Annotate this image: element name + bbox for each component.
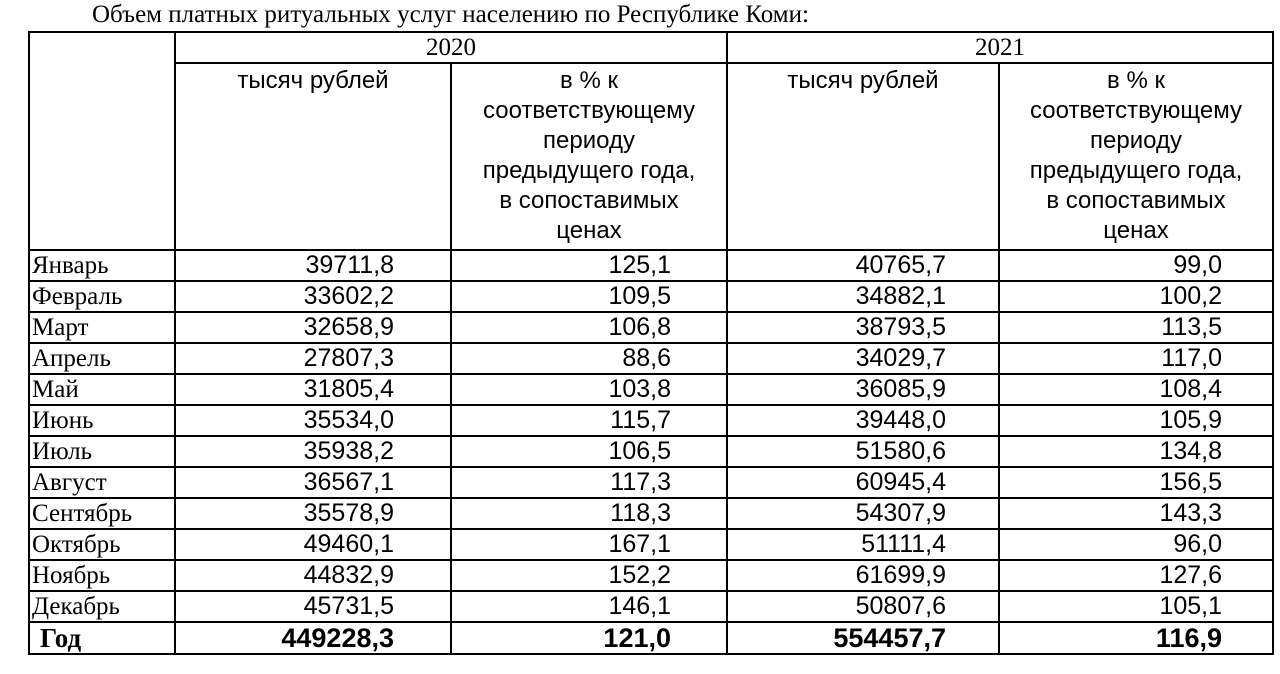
- data-table: [28, 31, 1274, 655]
- percent-header-line: ценах: [1103, 217, 1169, 244]
- month-cell: Декабрь: [29, 591, 175, 622]
- value-2021-cell: 51111,4: [727, 529, 999, 560]
- year-header-2021: 2021: [727, 32, 1273, 63]
- percent-2020-cell: 125,1: [451, 250, 727, 281]
- table-body: [29, 32, 1273, 654]
- value-2020-cell: 32658,9: [175, 312, 451, 343]
- percent-2020-cell: 167,1: [451, 529, 727, 560]
- percent-2020-cell: 117,3: [451, 467, 727, 498]
- value-2020-cell: 35578,9: [175, 498, 451, 529]
- total-row: [29, 622, 1273, 654]
- table-row: [29, 560, 1273, 591]
- value-2020-cell: 35938,2: [175, 436, 451, 467]
- percent-2021-cell: 96,0: [999, 529, 1273, 560]
- value-2021-cell: 50807,6: [727, 591, 999, 622]
- value-2021-cell: 39448,0: [727, 405, 999, 436]
- percent-header-line: предыдущего года,: [482, 157, 696, 184]
- table-row: [29, 374, 1273, 405]
- percent-2020-cell: 103,8: [451, 374, 727, 405]
- percent-2021-cell: 134,8: [999, 436, 1273, 467]
- table-row: [29, 343, 1273, 374]
- percent-header-line: предыдущего года,: [1029, 157, 1243, 184]
- percent-header-line: соответствующему: [1030, 97, 1242, 124]
- month-cell: Октябрь: [29, 529, 175, 560]
- month-cell: Май: [29, 374, 175, 405]
- value-2020-cell: 35534,0: [175, 405, 451, 436]
- percent-2020-cell: 115,7: [451, 405, 727, 436]
- percent-2020-cell: 146,1: [451, 591, 727, 622]
- col-header-percent-2020: [451, 63, 727, 250]
- percent-header-line: в % к: [1107, 67, 1165, 94]
- value-2021-cell: 554457,7: [727, 622, 999, 654]
- percent-header-line: в % к: [560, 67, 618, 94]
- percent-2021-cell: 108,4: [999, 374, 1273, 405]
- value-2021-cell: 54307,9: [727, 498, 999, 529]
- percent-2021-cell: 127,6: [999, 560, 1273, 591]
- value-2020-cell: 36567,1: [175, 467, 451, 498]
- table-row: [29, 467, 1273, 498]
- table-row: [29, 529, 1273, 560]
- page-title: Объем платных ритуальных услуг населению по Республике Коми:: [92, 1, 809, 28]
- month-cell: Ноябрь: [29, 560, 175, 591]
- value-2020-cell: 44832,9: [175, 560, 451, 591]
- percent-2021-cell: 105,9: [999, 405, 1273, 436]
- value-2021-cell: 38793,5: [727, 312, 999, 343]
- percent-2021-cell: 105,1: [999, 591, 1273, 622]
- month-cell: Сентябрь: [29, 498, 175, 529]
- table-row: [29, 436, 1273, 467]
- percent-header-line: периоду: [1090, 127, 1182, 154]
- header-row-subcolumns: [29, 63, 1273, 250]
- corner-cell: [29, 32, 175, 250]
- table-row: [29, 312, 1273, 343]
- value-2020-cell: 39711,8: [175, 250, 451, 281]
- month-cell: Июнь: [29, 405, 175, 436]
- percent-header-line: периоду: [543, 127, 635, 154]
- value-2020-cell: 33602,2: [175, 281, 451, 312]
- month-cell: Февраль: [29, 281, 175, 312]
- col-header-value-2020: тысяч рублей: [175, 63, 451, 250]
- percent-header-line: в сопоставимых: [499, 187, 679, 214]
- percent-2020-cell: 106,5: [451, 436, 727, 467]
- month-cell: Август: [29, 467, 175, 498]
- percent-2020-cell: 106,8: [451, 312, 727, 343]
- table-row: [29, 281, 1273, 312]
- value-2020-cell: 449228,3: [175, 622, 451, 654]
- percent-2020-cell: 152,2: [451, 560, 727, 591]
- value-2021-cell: 36085,9: [727, 374, 999, 405]
- percent-header-line: соответствующему: [483, 97, 695, 124]
- month-cell: Июль: [29, 436, 175, 467]
- table-row: [29, 250, 1273, 281]
- value-2020-cell: 27807,3: [175, 343, 451, 374]
- value-2020-cell: 49460,1: [175, 529, 451, 560]
- month-cell: Апрель: [29, 343, 175, 374]
- month-cell: Январь: [29, 250, 175, 281]
- percent-2020-cell: 118,3: [451, 498, 727, 529]
- percent-2021-cell: 99,0: [999, 250, 1273, 281]
- percent-2021-cell: 113,5: [999, 312, 1273, 343]
- percent-header-line: в сопоставимых: [1046, 187, 1226, 214]
- value-2021-cell: 60945,4: [727, 467, 999, 498]
- percent-2020-cell: 109,5: [451, 281, 727, 312]
- value-2021-cell: 34029,7: [727, 343, 999, 374]
- month-cell: Год: [29, 622, 175, 654]
- table-row: [29, 405, 1273, 436]
- header-row-years: [29, 32, 1273, 63]
- percent-2020-cell: 121,0: [451, 622, 727, 654]
- percent-2021-cell: 100,2: [999, 281, 1273, 312]
- percent-header-line: ценах: [556, 217, 622, 244]
- percent-2020-cell: 88,6: [451, 343, 727, 374]
- value-2021-cell: 51580,6: [727, 436, 999, 467]
- percent-2021-cell: 117,0: [999, 343, 1273, 374]
- value-2020-cell: 45731,5: [175, 591, 451, 622]
- percent-2021-cell: 156,5: [999, 467, 1273, 498]
- col-header-percent-2021: [999, 63, 1273, 250]
- col-header-value-2021: тысяч рублей: [727, 63, 999, 250]
- value-2020-cell: 31805,4: [175, 374, 451, 405]
- year-header-2020: 2020: [175, 32, 727, 63]
- percent-2021-cell: 116,9: [999, 622, 1273, 654]
- percent-2021-cell: 143,3: [999, 498, 1273, 529]
- value-2021-cell: 61699,9: [727, 560, 999, 591]
- month-cell: Март: [29, 312, 175, 343]
- table-row: [29, 591, 1273, 622]
- value-2021-cell: 40765,7: [727, 250, 999, 281]
- value-2021-cell: 34882,1: [727, 281, 999, 312]
- table-row: [29, 498, 1273, 529]
